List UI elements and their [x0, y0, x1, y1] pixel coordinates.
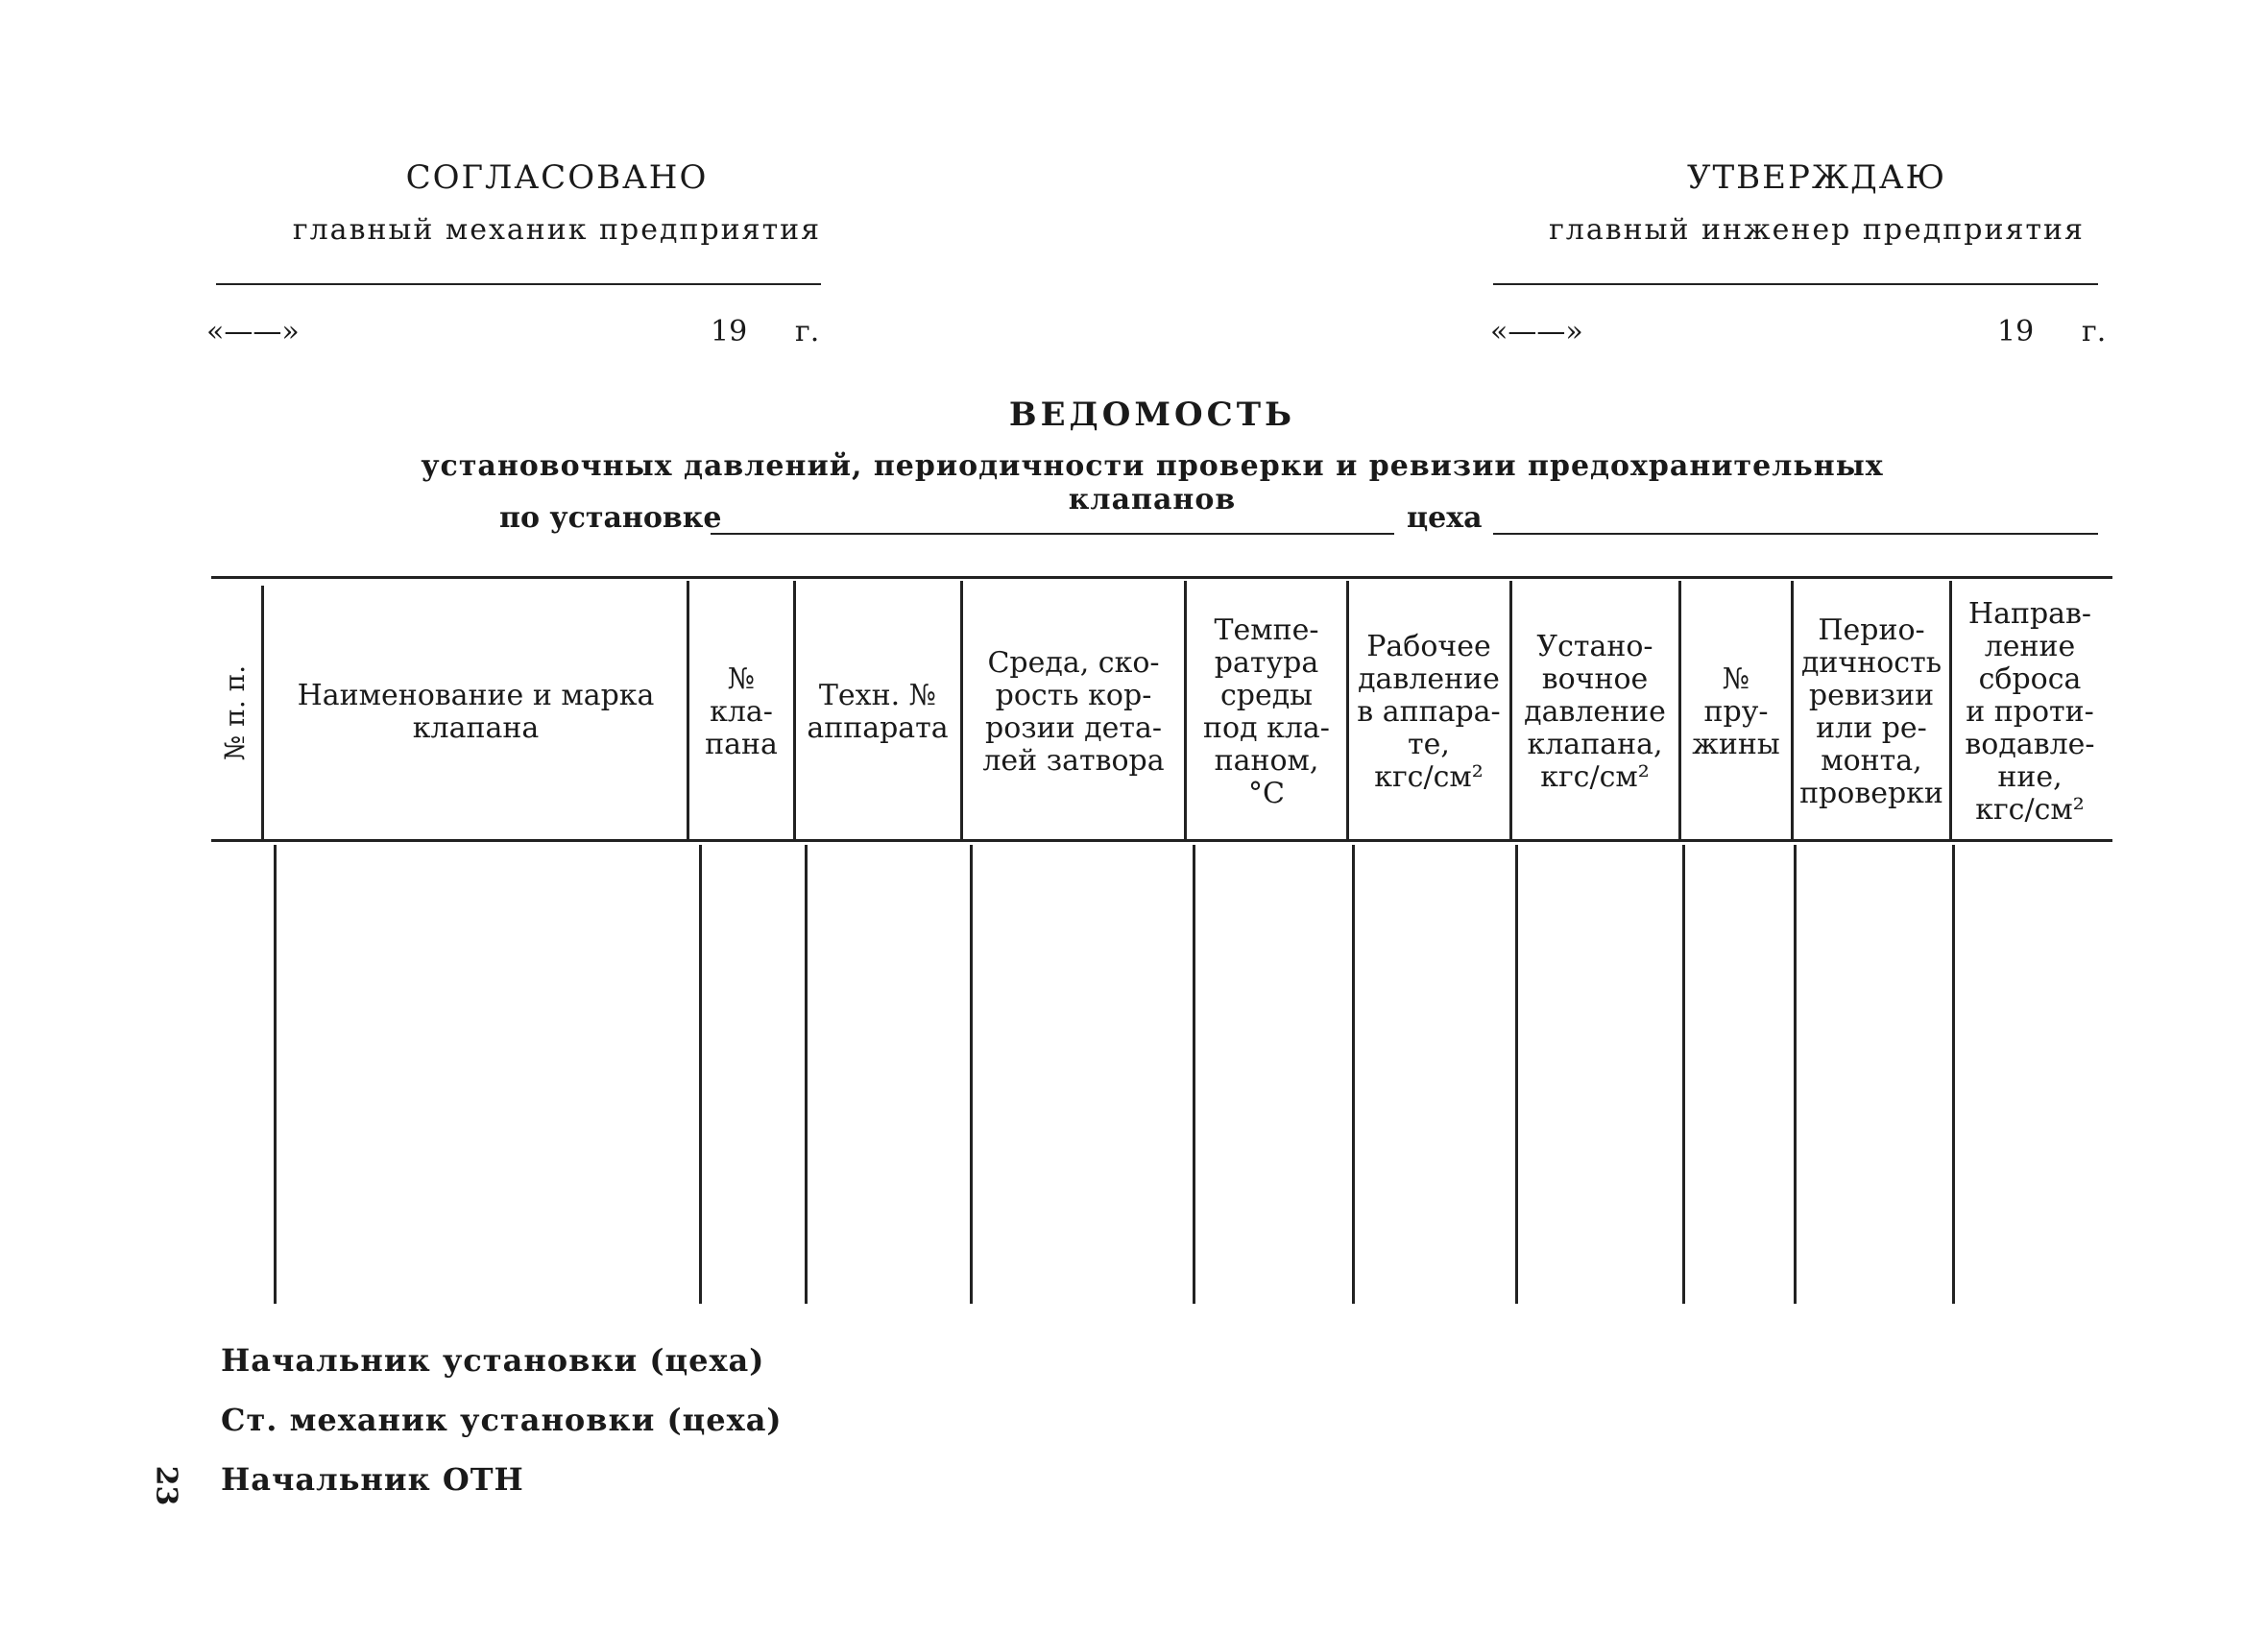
- unit-fill-line: [711, 533, 1394, 535]
- approval-left-title: СОГЛАСОВАНО: [405, 158, 709, 197]
- table-header-bottom-border: [211, 839, 2112, 842]
- column-divider: [1509, 581, 1512, 839]
- column-divider: [699, 845, 702, 1304]
- approval-left-signature-line: [216, 283, 821, 285]
- header-cell-apparatus-number: Техн. № аппарата: [807, 679, 949, 745]
- approval-right-title: УТВЕРЖДАЮ: [1686, 158, 1947, 197]
- approval-left-date-year: 19: [711, 315, 748, 348]
- column-divider: [1952, 845, 1955, 1304]
- document-subtitle: установочных давлений, периодичности проверки и ревизии предохранительных клапанов: [421, 449, 1884, 517]
- approval-right-date-quote: «——»: [1490, 315, 1583, 348]
- column-divider: [1346, 581, 1349, 839]
- column-divider: [805, 845, 808, 1304]
- header-cell-working-pressure: Рабочее давление в аппара- те, кгс/см²: [1357, 630, 1501, 794]
- approval-right-date-year: 19: [1997, 315, 2035, 348]
- approval-right-signature-line: [1493, 283, 2098, 285]
- approval-left-role: главный механик предприятия: [292, 213, 822, 247]
- column-divider: [1949, 581, 1952, 839]
- header-cell-valve-number: № кла- пана: [705, 662, 778, 761]
- column-divider: [1791, 581, 1794, 839]
- header-cell-number: [206, 586, 264, 839]
- column-divider: [960, 581, 963, 839]
- header-cell-temperature: Темпе- ратура среды под кла- паном, °С: [1203, 613, 1330, 810]
- shop-fill-line: [1493, 533, 2098, 535]
- column-divider: [1515, 845, 1518, 1304]
- column-divider: [1352, 845, 1355, 1304]
- signature-head-of-unit: Начальник установки (цеха): [221, 1342, 765, 1379]
- page-number: 23: [149, 1465, 183, 1506]
- column-divider: [1678, 581, 1681, 839]
- header-cell-medium: Среда, ско- рость кор- розии дета- лей затвора: [982, 646, 1165, 778]
- header-number-text: № п. п.: [219, 664, 252, 760]
- column-divider: [687, 581, 689, 839]
- header-cell-periodicity: Перио- дичность ревизии или ре- монта, проверки: [1799, 613, 1943, 810]
- signature-senior-mechanic: Ст. механик установки (цеха): [221, 1402, 783, 1438]
- column-divider: [1184, 581, 1187, 839]
- column-divider: [793, 581, 796, 839]
- document-title: ВЕДОМОСТЬ: [1008, 396, 1296, 434]
- signature-head-otn: Начальник ОТН: [221, 1461, 524, 1498]
- unit-label: по установке: [499, 501, 722, 535]
- column-divider: [970, 845, 973, 1304]
- header-cell-set-pressure: Устано- вочное давление клапана, кгс/см²: [1524, 630, 1666, 794]
- header-cell-discharge-direction: Направ- ление сброса и проти- водавле- ние, кгс/см²: [1965, 597, 2095, 827]
- column-divider: [1682, 845, 1685, 1304]
- shop-label: цеха: [1407, 501, 1483, 535]
- header-cell-spring-number: № пру- жины: [1692, 662, 1780, 761]
- table-top-border: [211, 576, 2112, 579]
- approval-right-role: главный инженер предприятия: [1549, 213, 2085, 247]
- approval-right-date-g: г.: [2082, 315, 2107, 348]
- column-divider: [274, 845, 277, 1304]
- column-divider: [1794, 845, 1797, 1304]
- approval-left-date-g: г.: [795, 315, 820, 348]
- column-divider: [1193, 845, 1195, 1304]
- approval-left-date-quote: «——»: [206, 315, 300, 348]
- header-cell-name: Наименование и марка клапана: [297, 679, 655, 745]
